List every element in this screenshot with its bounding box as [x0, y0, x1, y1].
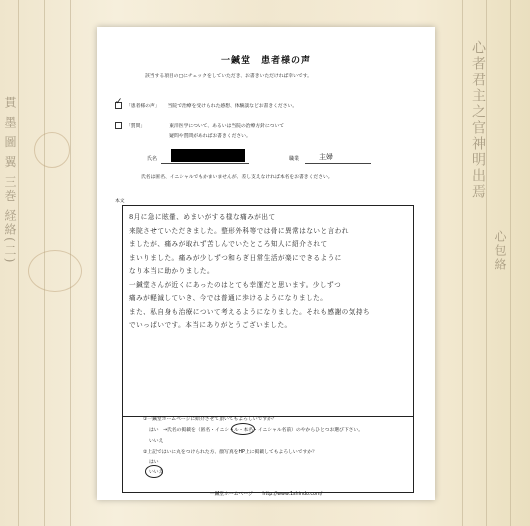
option-description-line: 東洋医学について、あるいは当院の治療方針について [169, 124, 285, 129]
body-label: 本文 [115, 199, 125, 204]
occupation-label: 職業 [289, 156, 300, 162]
form-footer: 一鍼堂ホームページ http://www.1shindo.com/ [209, 492, 323, 497]
name-label: 氏名 [147, 156, 158, 162]
anonymity-note: 氏名は匿名、イニシャルでもかまいませんが、差し支えなければ本名をお書きください。 [141, 175, 333, 180]
handwritten-line: 一鍼堂さんが近くにあったのはとても幸運だと思います。少しずつ [129, 280, 342, 289]
q2-yes[interactable]: はい [149, 460, 159, 465]
form-intro: 該当する項目の□にチェックをしていただき、お書きいただければ幸いです。 [145, 74, 312, 79]
option-description-line: 疑問や質問があればお書きください。 [169, 134, 251, 139]
option-description: 当院で治療を受けられた感想、体験談などお書きください。 [167, 104, 298, 109]
handwritten-line: でいっぱいです。本当にありがとうございました。 [129, 321, 292, 329]
occupation-underline [305, 163, 371, 164]
question-1: ①一鍼堂ホームページに紹介させて頂いてもよろしいですか？ [143, 417, 277, 422]
option-label: 「患者様の声」 [126, 104, 160, 109]
patient-testimonial-form [97, 27, 435, 500]
option-question [115, 122, 284, 139]
handwritten-line: まいりました。痛みが少しずつ和らぎ日常生活が楽にできるように [129, 253, 342, 262]
page-rule-line [462, 0, 463, 526]
handwritten-line: 8月に急に眩暈、めまいがする様な痛みが出て [129, 213, 276, 221]
q1-detail: →氏名の掲載を（匿名・イニシャル・本名・イニシャル名前）のやからひとつお選び下さい。 [163, 428, 364, 433]
redacted-name [171, 149, 245, 162]
book-diagram-circle [34, 132, 70, 168]
book-diagram-circle [28, 250, 82, 292]
q1-no[interactable]: いいえ [149, 439, 164, 444]
occupation-value: 主婦 [319, 153, 333, 161]
handwritten-line: 来院させていただきました。整形外科等では骨に異常はないと言われ [129, 226, 349, 235]
option-description [169, 122, 284, 139]
checkbox-patient-voice[interactable] [115, 102, 122, 109]
book-right-column-text-2: 心包絡 [493, 230, 507, 272]
option-label: 「質問」 [126, 124, 146, 129]
handwritten-line: ましたが、痛みが取れず苦しんでいたところ知人に紹介されて [129, 240, 328, 248]
question-2: ②上記ではいに丸をつけられた方、顔写真をHP上に掲載してもよろしいですか？ [143, 450, 317, 455]
q1-yes[interactable]: はい [149, 428, 159, 433]
form-title: 一鍼堂 患者様の声 [220, 56, 311, 66]
option-patient-voice [115, 102, 297, 109]
handwritten-line: 痛みが軽減していき、今では普通に歩けるようになりました。 [129, 294, 328, 302]
handwritten-line: また、私自身も治療について考えるようになりました。それも感謝の気持ち [129, 307, 371, 316]
q2-no[interactable]: いいえ [149, 470, 164, 475]
book-side-title: 貫 墨 圖 翼 三巻 経絡(二) [3, 96, 17, 265]
circled-choice-mark [145, 465, 163, 478]
checkbox-question[interactable] [115, 122, 122, 129]
circled-choice-mark [231, 423, 255, 435]
handwritten-line: なり本当に助かりました。 [129, 267, 215, 275]
book-right-column-text: 心者君主之官神明出焉 [470, 40, 486, 200]
name-underline [161, 163, 249, 164]
handwritten-body [129, 211, 419, 333]
page-rule-line [510, 0, 511, 526]
